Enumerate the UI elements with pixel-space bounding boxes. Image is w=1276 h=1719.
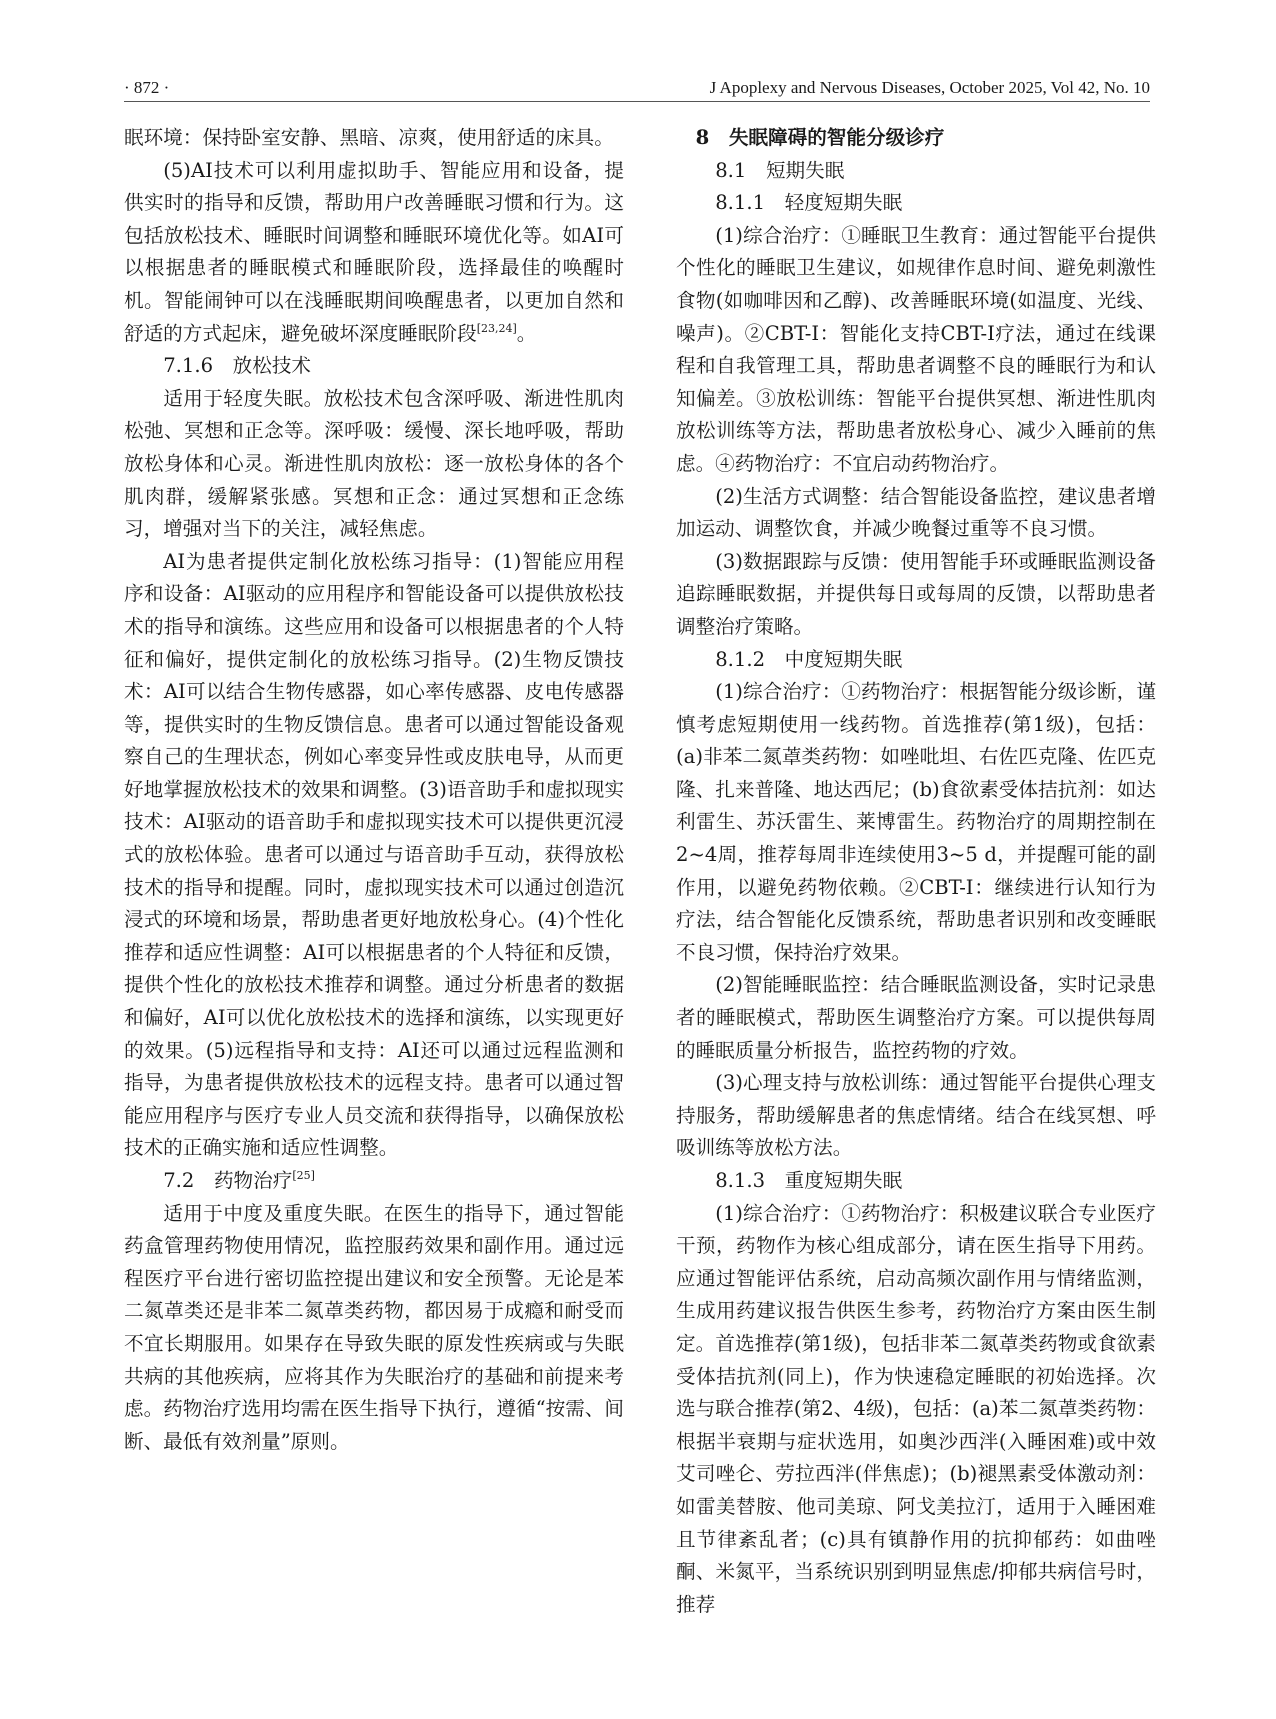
paragraph: (1)综合治疗：①药物治疗：根据智能分级诊断，谨慎考虑短期使用一线药物。首选推荐(第1级)，包括：(a)非苯二氮䓬类药物：如唑吡坦、右佐匹克隆、佐匹克隆、扎来普隆、地达西尼；(b)食欲素受体拮抗剂：如达利雷生、苏沃雷生、莱博雷生。药物治疗的周期控制在2~4周，推荐每周非连续使用3~5 d，并提醒可能的副作用，以避免药物依赖。②CBT-I：继续进行认知行为疗法，结合智能化反馈系统，帮助患者识别和改变睡眠不良习惯，保持治疗效果。 bbox=[676, 680, 1156, 964]
citation-ref: [25] bbox=[292, 1169, 315, 1182]
paragraph bbox=[124, 155, 624, 351]
section-heading-8-1: 8.1 短期失眠 bbox=[715, 158, 845, 182]
paragraph-text: (5)AI技术可以利用虚拟助手、智能应用和设备，提供实时的指导和反馈，帮助用户改善睡眠习惯和行为。这包括放松技术、睡眠时间调整和睡眠环境优化等。如AI可以根据患者的睡眠模式和睡眠阶段，选择最佳的唤醒时机。智能闹钟可以在浅睡眠期间唤醒患者，以更加自然和舒适的方式起床，避免破坏深度睡眠阶段 bbox=[124, 158, 624, 345]
section-heading-7-2 bbox=[124, 1165, 624, 1198]
section-heading-8-1-2: 8.1.2 中度短期失眠 bbox=[715, 647, 903, 671]
paragraph: (1)综合治疗：①睡眠卫生教育：通过智能平台提供个性化的睡眠卫生建议，如规律作息时间、避免刺激性食物(如咖啡因和乙醇)、改善睡眠环境(如温度、光线、噪声)。②CBT-I：智能化支持CBT-I疗法，通过在线课程和自我管理工具，帮助患者调整不良的睡眠行为和认知偏差。③放松训练：智能平台提供冥想、渐进性肌肉放松训练等方法，帮助患者放松身心、减少入睡前的焦虑。④药物治疗：不宜启动药物治疗。 bbox=[676, 223, 1156, 475]
header-rule bbox=[124, 101, 1150, 102]
section-heading-8: 8 失眠障碍的智能分级诊疗 bbox=[695, 126, 945, 149]
running-header bbox=[124, 74, 1150, 102]
journal-citation: J Apoplexy and Nervous Diseases, October 2025, Vol 42, No. 10 bbox=[709, 78, 1150, 97]
paragraph: (3)数据跟踪与反馈：使用智能手环或睡眠监测设备追踪睡眠数据，并提供每日或每周的反馈，以帮助患者调整治疗策略。 bbox=[676, 549, 1156, 638]
section-heading-8-1-1: 8.1.1 轻度短期失眠 bbox=[715, 191, 903, 215]
heading-text: 7.2 药物治疗 bbox=[163, 1169, 293, 1192]
paragraph: 眠环境：保持卧室安静、黑暗、凉爽，使用舒适的床具。 bbox=[124, 126, 614, 149]
paragraph: 适用于中度及重度失眠。在医生的指导下，通过智能药盒管理药物使用情况，监控服药效果和副作用。通过远程医疗平台进行密切监控提出建议和安全预警。无论是苯二氮䓬类还是非苯二氮䓬类药物，都因易于成瘾和耐受而不宜长期服用。如果存在导致失眠的原发性疾病或与失眠共病的其他疾病，应将其作为失眠治疗的基础和前提来考虑。药物治疗选用均需在医生指导下执行，遵循“按需、间断、最低有效剂量”原则。 bbox=[124, 1201, 624, 1453]
citation-ref: [23,24] bbox=[476, 321, 517, 335]
paragraph: (3)心理支持与放松训练：通过智能平台提供心理支持服务，帮助缓解患者的焦虑情绪。结合在线冥想、呼吸训练等放松方法。 bbox=[676, 1071, 1156, 1160]
right-column bbox=[676, 122, 1156, 1621]
paragraph: (2)智能睡眠监控：结合睡眠监测设备，实时记录患者的睡眠模式，帮助医生调整治疗方案。可以提供每周的睡眠质量分析报告，监控药物的疗效。 bbox=[676, 973, 1156, 1062]
paragraph: (1)综合治疗：①药物治疗：积极建议联合专业医疗干预，药物作为核心组成部分，请在医生指导下用药。应通过智能评估系统，启动高频次副作用与情绪监测，生成用药建议报告供医生参考，药物治疗方案由医生制定。首选推荐(第1级)，包括非苯二氮䓬类药物或食欲素受体拮抗剂(同上)，作为快速稳定睡眠的初始选择。次选与联合推荐(第2、4级)，包括：(a)苯二氮䓬类药物：根据半衰期与症状选用，如奥沙西泮(入睡困难)或中效艾司唑仑、劳拉西泮(伴焦虑)；(b)褪黑素受体激动剂：如雷美替胺、他司美琼、阿戈美拉汀，适用于入睡困难且节律紊乱者；(c)具有镇静作用的抗抑郁药：如曲唑酮、米氮平，当系统识别到明显焦虑/抑郁共病信号时，推荐 bbox=[676, 1201, 1156, 1616]
section-heading-7-1-6: 7.1.6 放松技术 bbox=[163, 354, 312, 378]
paragraph: AI为患者提供定制化放松练习指导：(1)智能应用程序和设备：AI驱动的应用程序和智能设备可以提供放松技术的指导和演练。这些应用和设备可以根据患者的个人特征和偏好，提供定制化的放松练习指导。(2)生物反馈技术：AI可以结合生物传感器，如心率传感器、皮电传感器等，提供实时的生物反馈信息。患者可以通过智能设备观察自己的生理状态，例如心率变异性或皮肤电导，从而更好地掌握放松技术的效果和调整。(3)语音助手和虚拟现实技术：AI驱动的语音助手和虚拟现实技术可以提供更沉浸式的放松体验。患者可以通过与语音助手互动，获得放松技术的指导和提醒。同时，虚拟现实技术可以通过创造沉浸式的环境和场景，帮助患者更好地放松身心。(4)个性化推荐和适应性调整：AI可以根据患者的个人特征和反馈，提供个性化的放松技术推荐和调整。通过分析患者的数据和偏好，AI可以优化放松技术的选择和演练，以实现更好的效果。(5)远程指导和支持：AI还可以通过远程监测和指导，为患者提供放松技术的远程支持。患者可以通过智能应用程序与医疗专业人员交流和获得指导，以确保放松技术的正确实施和适应性调整。 bbox=[124, 549, 624, 1160]
paragraph: 适用于轻度失眠。放松技术包含深呼吸、渐进性肌肉松弛、冥想和正念等。深呼吸：缓慢、深长地呼吸，帮助放松身体和心灵。渐进性肌肉放松：逐一放松身体的各个肌肉群，缓解紧张感。冥想和正念：通过冥想和正念练习，增强对当下的关注，减轻焦虑。 bbox=[124, 386, 624, 541]
left-column bbox=[124, 122, 624, 1458]
page-number: · 872 · bbox=[124, 78, 170, 97]
paragraph-end: 。 bbox=[516, 321, 537, 345]
section-heading-8-1-3: 8.1.3 重度短期失眠 bbox=[715, 1169, 903, 1192]
paragraph: (2)生活方式调整：结合智能设备监控，建议患者增加运动、调整饮食，并减少晚餐过重等不良习惯。 bbox=[676, 484, 1156, 541]
